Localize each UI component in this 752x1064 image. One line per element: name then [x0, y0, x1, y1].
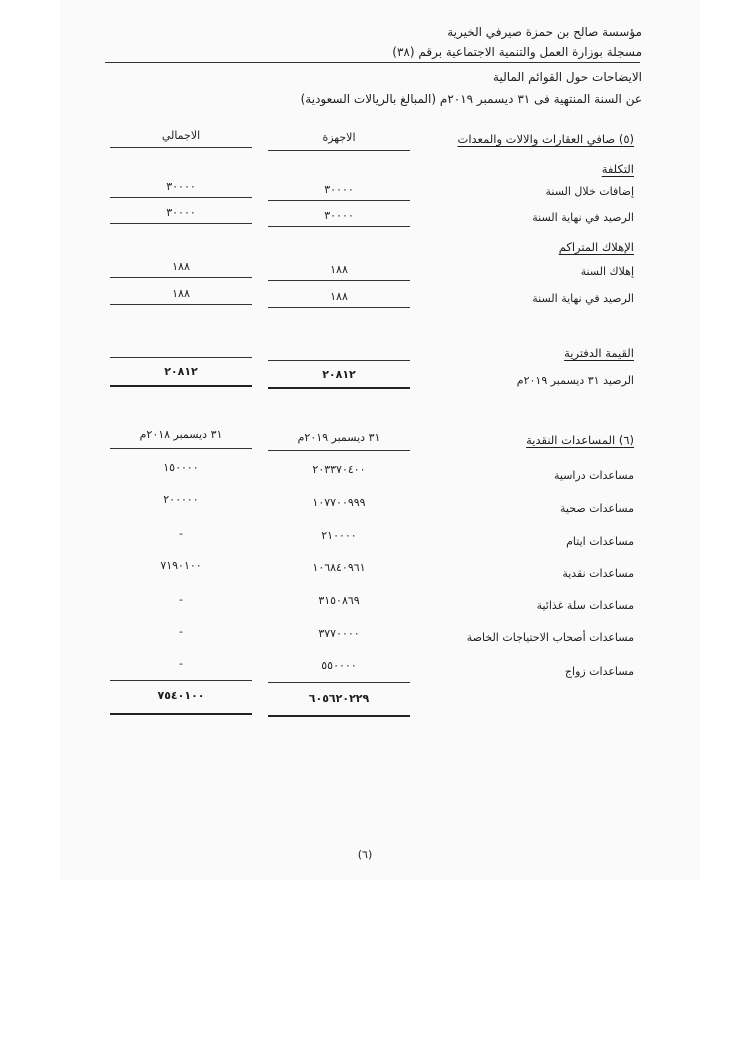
cell-value: ٣٧٧٠٠٠٠ [318, 627, 360, 640]
rule [110, 357, 252, 358]
row-label: إهلاك السنة [580, 265, 634, 278]
cell-value: ٣٠٠٠٠ [166, 180, 196, 193]
cell-value: ٢١٠٠٠٠ [321, 529, 357, 542]
org-name: مؤسسة صالح بن حمزة صيرفي الخيرية [447, 25, 642, 39]
rule [268, 682, 410, 683]
period-line: عن السنة المنتهية فى ٣١ ديسمبر ٢٠١٩م (المبالغ بالريالات السعودية) [300, 92, 642, 106]
rule [110, 304, 252, 305]
cell-value: ٢٠٨١٢ [164, 365, 198, 378]
double-rule [268, 715, 410, 717]
cell-value: - [179, 625, 183, 638]
cell-value: ٢٠٣٣٧٠٤٠٠ [312, 463, 366, 476]
double-rule [268, 387, 410, 389]
note6-title: (٦) المساعدات النقدية [526, 433, 634, 447]
row-label: إضافات خلال السنة [545, 185, 634, 198]
cell-value: ١٨٨ [330, 290, 348, 303]
depreciation-heading: الإهلاك المتراكم [558, 240, 634, 254]
cell-value: ١٠٦٨٤٠٩٦١ [312, 561, 366, 574]
col-equipment: الاجهزة [322, 131, 356, 144]
cell-value: ٣٠٠٠٠ [324, 209, 354, 222]
cell-value: ٢٠٨١٢ [322, 368, 356, 381]
row-label: مساعدات صحية [560, 502, 634, 515]
rule [110, 147, 252, 148]
row-label: الرصيد ٣١ ديسمبر ٢٠١٩م [516, 374, 634, 387]
row-label: مساعدات دراسية [553, 469, 634, 482]
cell-value: ٣٠٠٠٠ [166, 206, 196, 219]
total-2019: ٦٠٥٦٢٠٢٢٩ [308, 692, 370, 705]
cell-value: ٣٠٠٠٠ [324, 183, 354, 196]
cell-value: - [179, 527, 183, 540]
rule [110, 223, 252, 224]
cell-value: ٧١٩٠١٠٠ [160, 559, 202, 572]
col-2018: ٣١ ديسمبر ٢٠١٨م [139, 428, 223, 441]
rule [110, 680, 252, 681]
row-label: الرصيد في نهاية السنة [532, 292, 634, 305]
row-label: مساعدات أصحاب الاحتياجات الخاصة [466, 631, 634, 644]
total-2018: ٧٥٤٠١٠٠ [157, 689, 205, 702]
cost-heading: التكلفة [601, 162, 634, 176]
book-value-heading: القيمة الدفترية [564, 346, 634, 360]
rule [110, 197, 252, 198]
row-label: مساعدات سلة غذائية [536, 599, 634, 612]
cell-value: ١٥٠٠٠٠ [163, 461, 199, 474]
cell-value: ٣١٥٠٨٦٩ [318, 594, 360, 607]
page-number: (٦) [357, 848, 373, 861]
double-rule [110, 713, 252, 715]
double-rule [110, 385, 252, 387]
rule [268, 200, 410, 201]
cell-value: - [179, 593, 183, 606]
col-2019: ٣١ ديسمبر ٢٠١٩م [297, 431, 381, 444]
row-label: مساعدات ايتام [566, 535, 634, 548]
registry-line: مسجلة بوزارة العمل والتنمية الاجتماعية برقم (٣٨) [392, 45, 642, 59]
rule [110, 448, 252, 449]
cell-value: ١٨٨ [330, 263, 348, 276]
notes-title: الايضاحات حول القوائم المالية [493, 70, 642, 84]
rule [268, 450, 410, 451]
cell-value: ١٠٧٧٠٠٩٩٩ [312, 496, 366, 509]
rule [268, 226, 410, 227]
row-label: مساعدات نقدية [562, 567, 634, 580]
row-label: الرصيد في نهاية السنة [532, 211, 634, 224]
col-total: الاجمالي [161, 129, 201, 142]
rule [268, 360, 410, 361]
note5-title: (٥) صافي العقارات والالات والمعدات [457, 132, 634, 146]
cell-value: ١٨٨ [172, 287, 190, 300]
rule [110, 277, 252, 278]
header-rule [105, 62, 640, 63]
rule [268, 150, 410, 151]
cell-value: ٢٠٠٠٠٠ [163, 493, 199, 506]
rule [268, 307, 410, 308]
cell-value: ١٨٨ [172, 260, 190, 273]
rule [268, 280, 410, 281]
cell-value: ٥٥٠٠٠٠ [321, 659, 357, 672]
cell-value: - [179, 657, 183, 670]
row-label: مساعدات زواج [564, 665, 634, 678]
